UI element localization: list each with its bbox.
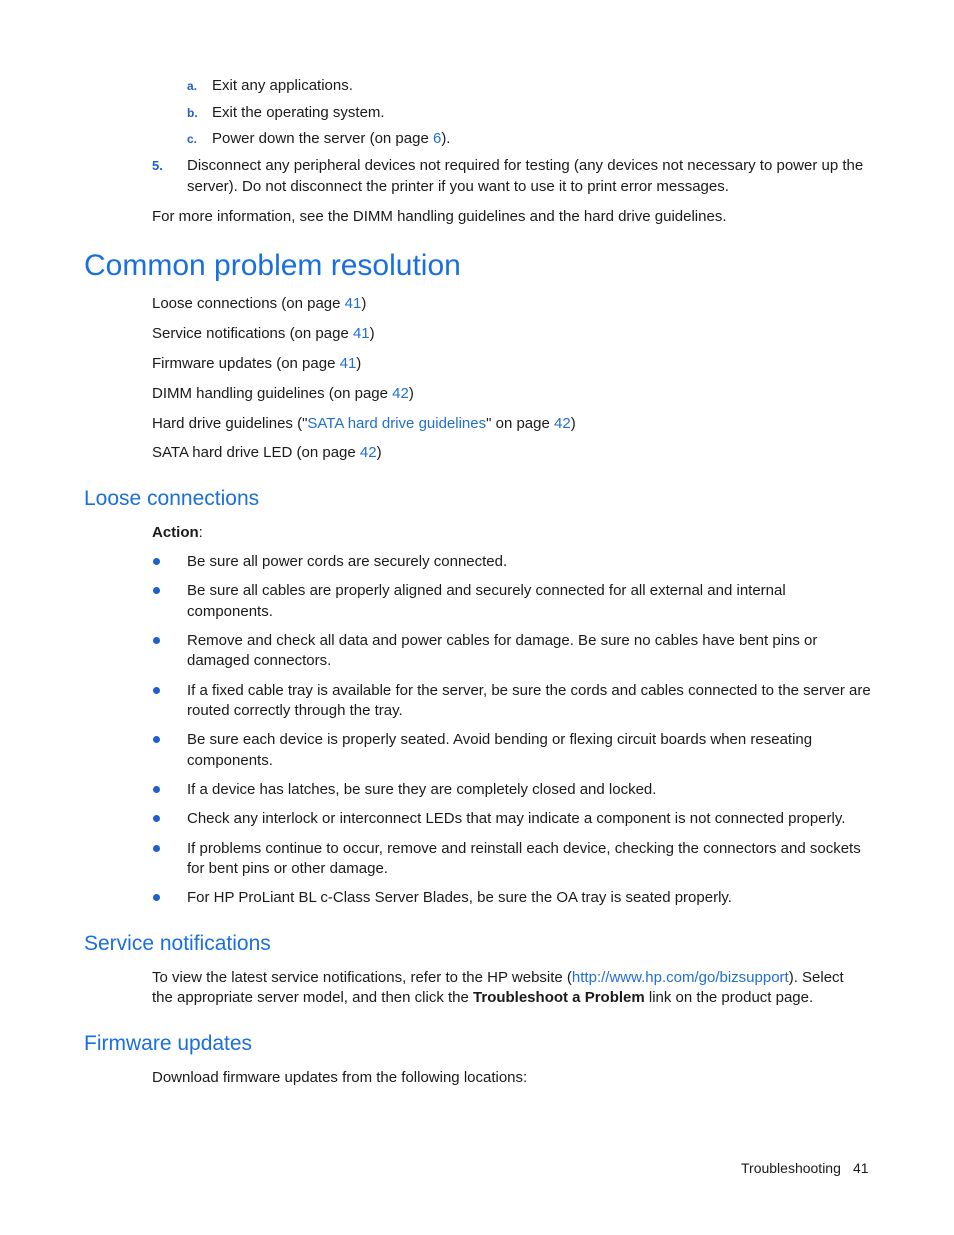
bullet-text: If a device has latches, be sure they are completely closed and locked. bbox=[187, 781, 657, 798]
substep-text-after: ). bbox=[441, 130, 451, 147]
page-link[interactable]: 41 bbox=[339, 355, 357, 372]
toc-text: ) bbox=[408, 385, 414, 402]
page-number: 41 bbox=[853, 1160, 869, 1176]
substep-text-before: Power down the server (on page bbox=[212, 130, 433, 147]
footer-section-name: Troubleshooting bbox=[741, 1160, 841, 1176]
substep-marker: c. bbox=[187, 132, 198, 146]
topic-link[interactable]: SATA hard drive guidelines bbox=[307, 415, 487, 432]
substep-text bbox=[212, 129, 450, 149]
bullet-icon bbox=[153, 786, 160, 793]
toc-item bbox=[152, 384, 414, 404]
toc-text: ) bbox=[356, 355, 362, 372]
subsection-heading: Service notifications bbox=[84, 932, 271, 955]
step-text-line: server). Do not disconnect the printer if you want to use it to print error messages. bbox=[187, 178, 729, 195]
bullet-text: Be sure all cables are properly aligned and securely connected for all external and internal bbox=[187, 582, 786, 599]
substep-marker: a. bbox=[187, 79, 198, 93]
substep-text: Exit any applications. bbox=[212, 77, 353, 94]
toc-item bbox=[152, 414, 576, 434]
bullet-text: Be sure all power cords are securely connected. bbox=[187, 553, 508, 570]
subsection-heading: Loose connections bbox=[84, 487, 260, 510]
bullet-text: For HP ProLiant BL c-Class Server Blades, be sure the OA tray is seated properly. bbox=[187, 889, 732, 906]
toc-text: Service notifications (on page bbox=[152, 325, 353, 342]
page-link[interactable]: 42 bbox=[392, 385, 409, 402]
toc-text: ) bbox=[369, 325, 375, 342]
page-link[interactable]: 42 bbox=[554, 415, 571, 432]
ui-element-name: Troubleshoot a Problem bbox=[473, 989, 645, 1006]
toc-text: Firmware updates (on page bbox=[152, 355, 340, 372]
action-label bbox=[152, 523, 203, 543]
more-info-paragraph: For more information, see the DIMM handling guidelines and the hard drive guidelines. bbox=[152, 208, 727, 225]
service-paragraph-line bbox=[152, 988, 813, 1008]
action-label-text: Action bbox=[152, 524, 199, 541]
bullet-icon bbox=[153, 687, 160, 694]
toc-text: Hard drive guidelines (" bbox=[152, 415, 308, 432]
paragraph-text: link on the product page. bbox=[644, 989, 814, 1006]
bullet-icon bbox=[153, 558, 160, 565]
toc-text: ) bbox=[361, 295, 367, 312]
bullet-text: If a fixed cable tray is available for the server, be sure the cords and cables connected to the server are bbox=[187, 682, 871, 699]
substep-marker: b. bbox=[187, 106, 198, 120]
bullet-text: Check any interlock or interconnect LEDs that may indicate a component is not connected properly. bbox=[187, 810, 846, 827]
step-text-line: Disconnect any peripheral devices not required for testing (any devices not necessary to power up the bbox=[187, 157, 864, 174]
bullet-text: components. bbox=[187, 752, 273, 769]
toc-item bbox=[152, 354, 361, 374]
bullet-text: components. bbox=[187, 603, 273, 620]
toc-item bbox=[152, 443, 382, 463]
bullet-text: Remove and check all data and power cables for damage. Be sure no cables have bent pins or bbox=[187, 632, 818, 649]
bullet-text: routed correctly through the tray. bbox=[187, 702, 403, 719]
toc-item bbox=[152, 324, 375, 344]
bullet-icon bbox=[153, 845, 160, 852]
toc-text: ) bbox=[570, 415, 576, 432]
hp-website-link[interactable]: http://www.hp.com/go/bizsupport bbox=[571, 969, 789, 986]
action-label-colon: : bbox=[198, 524, 203, 541]
toc-text: " on page bbox=[486, 415, 555, 432]
step-number: 5. bbox=[152, 158, 163, 173]
bullet-text: If problems continue to occur, remove and reinstall each device, checking the connectors and sockets bbox=[187, 840, 861, 857]
firmware-paragraph: Download firmware updates from the following locations: bbox=[152, 1069, 528, 1086]
bullet-icon bbox=[153, 637, 160, 644]
bullet-icon bbox=[153, 587, 160, 594]
page-link[interactable]: 41 bbox=[344, 295, 362, 312]
page-link[interactable]: 42 bbox=[359, 444, 377, 461]
substep-text: Exit the operating system. bbox=[212, 104, 385, 121]
toc-text: ) bbox=[376, 444, 382, 461]
bullet-icon bbox=[153, 894, 160, 901]
service-paragraph-line bbox=[152, 968, 844, 988]
toc-text: DIMM handling guidelines (on page bbox=[152, 385, 393, 402]
bullet-icon bbox=[153, 736, 160, 743]
paragraph-text: the appropriate server model, and then click the bbox=[152, 989, 474, 1006]
page-link[interactable]: 6 bbox=[432, 130, 442, 147]
paragraph-text: To view the latest service notifications, refer to the HP website ( bbox=[152, 969, 572, 986]
subsection-heading: Firmware updates bbox=[84, 1032, 253, 1055]
toc-text: SATA hard drive LED (on page bbox=[152, 444, 360, 461]
page-link[interactable]: 41 bbox=[352, 325, 370, 342]
bullet-text: Be sure each device is properly seated. Avoid bending or flexing circuit boards when reseating bbox=[187, 731, 813, 748]
toc-text: Loose connections (on page bbox=[152, 295, 345, 312]
bullet-icon bbox=[153, 815, 160, 822]
paragraph-text: ). Select bbox=[788, 969, 844, 986]
toc-item bbox=[152, 294, 366, 314]
bullet-text: damaged connectors. bbox=[187, 652, 332, 669]
bullet-text: for bent pins or other damage. bbox=[187, 860, 388, 877]
section-heading: Common problem resolution bbox=[84, 249, 461, 282]
